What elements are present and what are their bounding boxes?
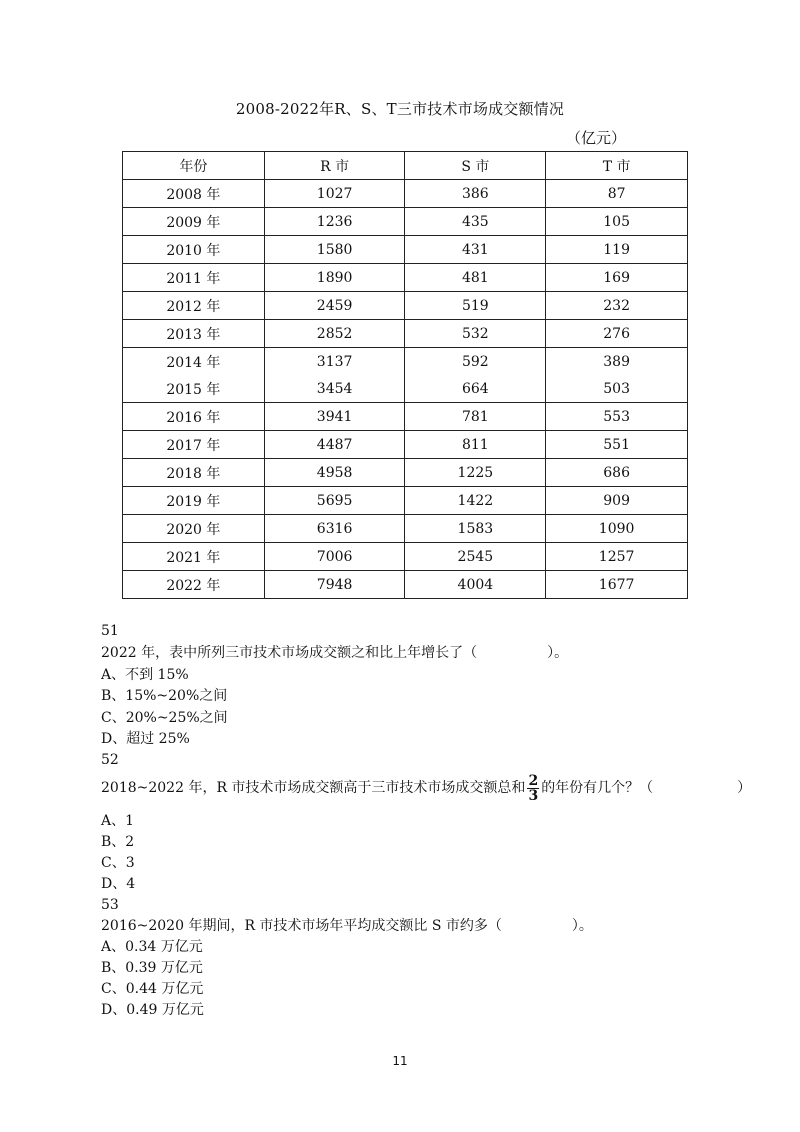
header-s: S 市 [405, 152, 546, 180]
cell-s: 431 [405, 236, 546, 264]
cell-t: 909 [546, 487, 688, 515]
table-row [123, 264, 688, 292]
option-b[interactable]: B、2 [101, 834, 135, 850]
table-row [123, 375, 688, 403]
option-c[interactable]: C、3 [101, 855, 135, 871]
cell-year: 2019 年 [123, 487, 265, 515]
option-b[interactable]: B、15%~20%之间 [101, 688, 228, 704]
header-r: R 市 [264, 152, 405, 180]
stem-text: 的年份有几个？（ ） [541, 780, 752, 796]
cell-t: 553 [546, 403, 688, 431]
cell-s: 386 [405, 180, 546, 208]
table-row [123, 431, 688, 459]
cell-t: 276 [546, 320, 688, 348]
table-row [123, 403, 688, 431]
option-a[interactable]: A、不到 15% [101, 667, 189, 683]
cell-t: 87 [546, 180, 688, 208]
option-a[interactable]: A、0.34 万亿元 [101, 939, 203, 955]
table-row [123, 487, 688, 515]
cell-year: 2010 年 [123, 236, 265, 264]
cell-r: 3137 [264, 348, 405, 376]
cell-year: 2021 年 [123, 543, 265, 571]
table-header-row [123, 152, 688, 180]
cell-r: 2852 [264, 320, 405, 348]
table-row [123, 236, 688, 264]
cell-r: 4487 [264, 431, 405, 459]
cell-r: 7006 [264, 543, 405, 571]
header-t: T 市 [546, 152, 688, 180]
stem-text: 2018~2022 年，R 市技术市场成交额高于三市技术市场成交额总和 [101, 780, 526, 796]
cell-year: 2018 年 [123, 459, 265, 487]
cell-r: 4958 [264, 459, 405, 487]
table-title: 2008-2022年R、S、T三市技术市场成交额情况 [235, 100, 565, 118]
cell-year: 2011 年 [123, 264, 265, 292]
question-stem: 2016~2020 年期间，R 市技术市场年平均成交额比 S 市约多（ ）。 [101, 918, 593, 934]
cell-r: 1890 [264, 264, 405, 292]
cell-year: 2015 年 [123, 375, 265, 403]
cell-year: 2008 年 [123, 180, 265, 208]
cell-year: 2020 年 [123, 515, 265, 543]
cell-s: 1583 [405, 515, 546, 543]
cell-t: 503 [546, 375, 688, 403]
cell-t: 1257 [546, 543, 688, 571]
question-stem [101, 771, 751, 805]
cell-t: 119 [546, 236, 688, 264]
cell-r: 1027 [264, 180, 405, 208]
cell-r: 7948 [264, 571, 405, 599]
table-row [123, 180, 688, 208]
option-b[interactable]: B、0.39 万亿元 [101, 960, 203, 976]
table-row [123, 459, 688, 487]
cell-s: 4004 [405, 571, 546, 599]
cell-r: 3941 [264, 403, 405, 431]
table-row [123, 515, 688, 543]
cell-s: 519 [405, 292, 546, 320]
cell-t: 686 [546, 459, 688, 487]
fraction-denominator: 3 [528, 787, 539, 804]
cell-year: 2022 年 [123, 571, 265, 599]
cell-year: 2014 年 [123, 348, 265, 376]
cell-s: 781 [405, 403, 546, 431]
cell-r: 2459 [264, 292, 405, 320]
cell-year: 2013 年 [123, 320, 265, 348]
cell-s: 664 [405, 375, 546, 403]
cell-year: 2009 年 [123, 208, 265, 236]
cell-year: 2016 年 [123, 403, 265, 431]
cell-s: 481 [405, 264, 546, 292]
cell-s: 2545 [405, 543, 546, 571]
table-row [123, 320, 688, 348]
cell-t: 1677 [546, 571, 688, 599]
cell-s: 435 [405, 208, 546, 236]
fraction-numerator: 2 [528, 772, 539, 789]
question-number: 51 [101, 623, 119, 639]
cell-r: 3454 [264, 375, 405, 403]
cell-year: 2017 年 [123, 431, 265, 459]
cell-t: 389 [546, 348, 688, 376]
table-row [123, 348, 688, 376]
cell-r: 5695 [264, 487, 405, 515]
cell-s: 1422 [405, 487, 546, 515]
cell-s: 532 [405, 320, 546, 348]
cell-t: 551 [546, 431, 688, 459]
option-d[interactable]: D、0.49 万亿元 [101, 1002, 204, 1018]
page-number: 11 [392, 1054, 408, 1068]
cell-t: 232 [546, 292, 688, 320]
question-number: 53 [101, 897, 119, 913]
cell-r: 1580 [264, 236, 405, 264]
table-row [123, 292, 688, 320]
fraction [527, 774, 539, 803]
table-row [123, 571, 688, 599]
question-stem: 2022 年，表中所列三市技术市场成交额之和比上年增长了（ ）。 [101, 645, 569, 661]
cell-year: 2012 年 [123, 292, 265, 320]
table-row [123, 208, 688, 236]
question-number: 52 [101, 752, 119, 768]
cell-s: 811 [405, 431, 546, 459]
option-d[interactable]: D、超过 25% [101, 731, 190, 747]
option-c[interactable]: C、0.44 万亿元 [101, 981, 204, 997]
cell-t: 105 [546, 208, 688, 236]
option-c[interactable]: C、20%~25%之间 [101, 710, 228, 726]
header-year: 年份 [123, 152, 265, 180]
option-a[interactable]: A、1 [101, 813, 135, 829]
cell-t: 169 [546, 264, 688, 292]
cell-s: 1225 [405, 459, 546, 487]
cell-r: 1236 [264, 208, 405, 236]
table-unit: （亿元） [566, 129, 627, 147]
table-row [123, 543, 688, 571]
data-table [122, 151, 688, 599]
cell-r: 6316 [264, 515, 405, 543]
cell-t: 1090 [546, 515, 688, 543]
cell-s: 592 [405, 348, 546, 376]
option-d[interactable]: D、4 [101, 876, 136, 892]
